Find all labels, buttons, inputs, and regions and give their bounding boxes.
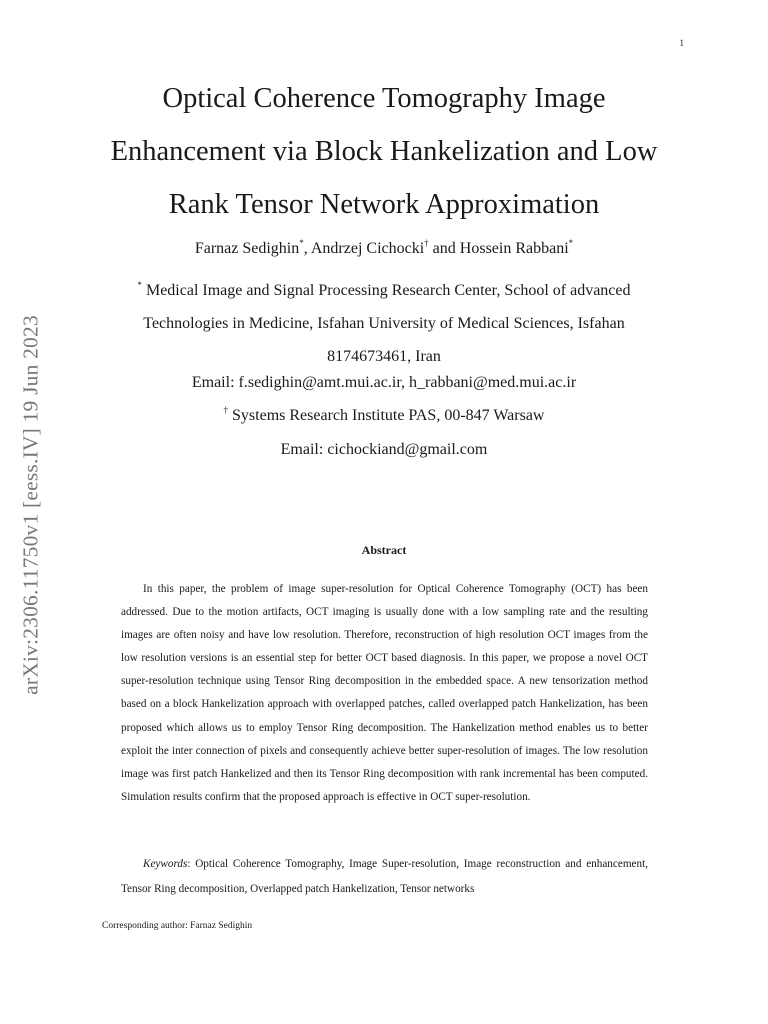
- title-line: Rank Tensor Network Approximation: [168, 189, 600, 220]
- affiliation-mark: †: [223, 404, 229, 415]
- affiliation-line: Technologies in Medicine, Isfahan University of Medical Sciences, Isfahan: [143, 315, 625, 332]
- keywords-text: : Optical Coherence Tomography, Image Super-resolution, Image reconstruction and enhancement, Tensor Ring decomposition, Overlapped patch Hankelization, Tensor networks: [121, 858, 648, 895]
- author-mark: *: [299, 237, 304, 248]
- affiliation-text: Systems Research Institute PAS, 00-847 Warsaw: [232, 407, 545, 424]
- abstract-body: In this paper, the problem of image super-resolution for Optical Coherence Tomography (OCT) has been addressed. Due to the motion artifacts, OCT imaging is usually done with a low sampling rate and the resulting images are often noisy and have low resolution. Therefore, reconstruction of high resolution OCT images from the low resolution versions is an essential step for better OCT based diagnosis. In this paper, we propose a novel OCT super-resolution technique using Tensor Ring decomposition in the embedded space. A new tensorization method based on a block Hankelization approach with overlapped patches, called overlapped patch Hankelization, has been proposed which allows us to employ Tensor Ring decomposition. The Hankelization method enables us to better exploit the inter connection of pixels and consequently achieve better super-resolution of images. The low resolution image was first patch Hankelized and then its Tensor Ring decomposition with rank incremental has been computed. Simulation results confirm that the proposed approach is effective in OCT super-resolution.: [121, 583, 648, 803]
- title-line: Optical Coherence Tomography Image: [162, 83, 606, 114]
- author-name: Andrzej Cichocki: [310, 240, 425, 257]
- author-separator: and: [428, 240, 460, 257]
- author-mark: †: [424, 237, 429, 248]
- keywords-label: Keywords: [143, 858, 188, 870]
- affiliation-text: Medical Image and Signal Processing Research Center, School of advanced: [145, 282, 631, 299]
- corresponding-author-footnote: Corresponding author: Farnaz Sedighin: [102, 921, 253, 931]
- title-line: Enhancement via Block Hankelization and Low: [110, 136, 658, 167]
- keywords-paragraph: [121, 852, 648, 902]
- affiliation-mark: *: [137, 279, 142, 290]
- author-separator: ,: [303, 240, 311, 257]
- email-primary: Email: f.sedighin@amt.mui.ac.ir, h_rabbani@med.mui.ac.ir: [191, 374, 577, 391]
- affiliation-primary: [84, 274, 684, 373]
- paper-title: [74, 72, 694, 231]
- arxiv-sidebar-stamp: [16, 274, 46, 736]
- affiliation-line: [84, 274, 684, 307]
- author-list: [84, 238, 684, 260]
- abstract-heading: Abstract: [361, 543, 407, 557]
- arxiv-identifier: arXiv:2306.11750v1 [eess.IV] 19 Jun 2023: [18, 315, 43, 695]
- affiliation-line: 8174673461, Iran: [327, 348, 441, 365]
- page-number: 1: [679, 38, 684, 48]
- author-name: Farnaz Sedighin: [194, 240, 300, 257]
- affiliation-secondary: [84, 405, 684, 427]
- author-name: Hossein Rabbani: [459, 240, 569, 257]
- author-mark: *: [568, 237, 574, 248]
- email-secondary: Email: cichockiand@gmail.com: [280, 441, 488, 458]
